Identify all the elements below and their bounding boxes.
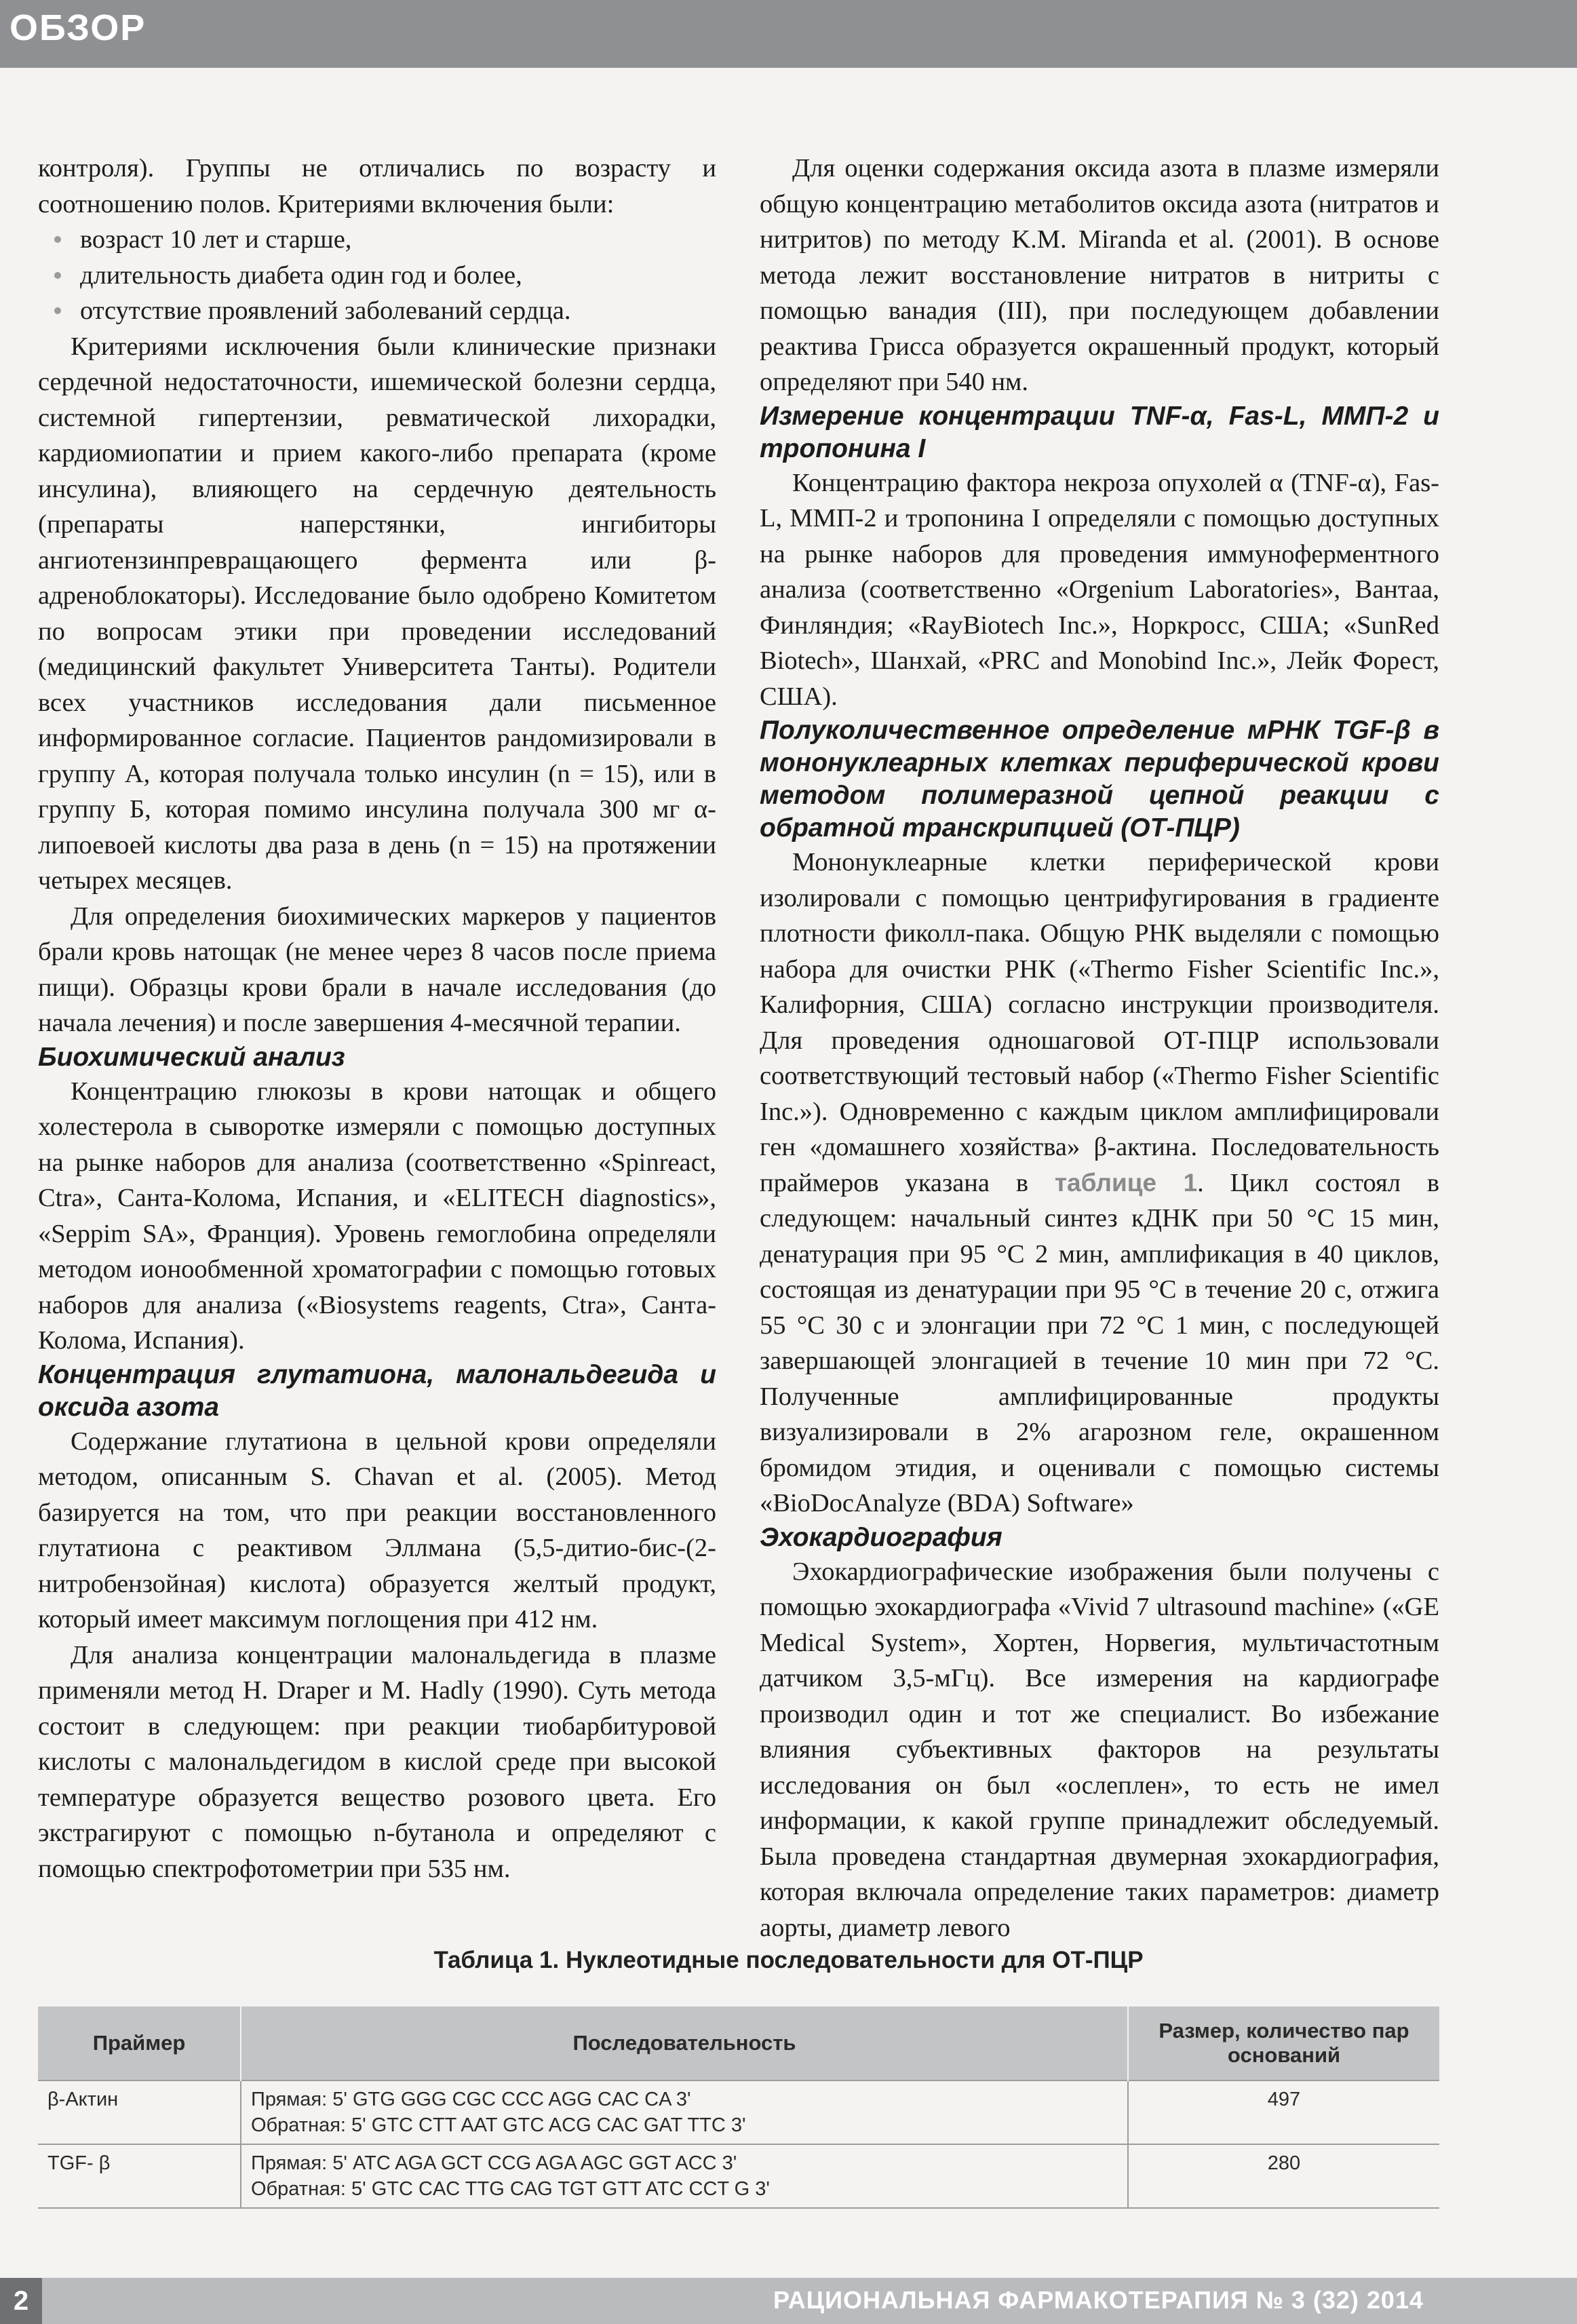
reverse-sequence: Обратная: 5' GTC CAC TTG CAG TGT GTT ATC CCT G 3' — [251, 2178, 770, 2200]
inclusion-criteria-list — [38, 222, 716, 329]
paragraph-glutathione: Содержание глутатиона в цельной крови определяли методом, описанным S. Chavan et al. (2005). Метод базируется на том, что при реакции восстановленного глутатиона с реактивом Эллмана (5,5-дитио-бис-(2-нитробензойная) кислота) образуется желтый продукт, который имеет максимум поглощения при 412 нм. — [38, 1427, 716, 1633]
table-row — [38, 2144, 1439, 2208]
bullet-icon — [54, 272, 61, 279]
paragraph-malondialdehyde: Для анализа концентрации малональдегида в плазме применяли метод H. Draper и M. Hadly (1990). Суть метода состоит в следующем: при реакции тиобарбитуровой кислоты с малональдегидом в кислой среде при высокой температуре образуется вещество розового цвета. Его экстрагируют с помощью n-бутанола и определяют с помощью спектрофотометрии при 535 нм. — [38, 1640, 716, 1883]
section-header-bar — [0, 0, 1577, 68]
paragraph-pcr-part-b: . Цикл состоял в следующем: начальный синтез кДНК при 50 °C 15 мин, денатурация при 95 °C 2 мин, амплификация в 40 циклов, состоящая из денатурации при 95 °C в течение 20 с, отжига 55 °C 30 с и элонгации при 72 °C 1 мин, с последующей завершающей элонгацией в течение 10 мин при 72 °C. Полученные амплифицированные продукты визуализировали в 2% агарозном геле, окрашенном бромидом этидия, и оценивали с помощью системы «BioDocAnalyze (BDA) Software» — [760, 1168, 1439, 1517]
reverse-sequence: Обратная: 5' GTC CTT AAT GTC ACG CAC GAT TTC 3' — [251, 2114, 746, 2136]
paragraph-exclusion: Критериями исключения были клинические признаки сердечной недостаточности, ишемической болезни сердца, системной гипертензии, ревматической лихорадки, кардиомиопатии и прием какого-либо препарата (кроме инсулина), влияющего на сердечную деятельность (препараты наперстянки, ингибиторы ангиотензинпревращающего фермента или β-адреноблокаторы). Исследование было одобрено Комитетом по вопросам этики при проведении исследований (медицинский факультет Университета Танты). Родители всех участников исследования дали письменное информированное согласие. Пациентов рандомизировали в группу А, которая получала только инсулин (n = 15), или в группу Б, которая помимо инсулина получала 300 мг α-липоевоей кислоты два раза в день (n = 15) на протяжении четырех месяцев. — [38, 332, 716, 895]
paragraph-blood-sampling: Для определения биохимических маркеров у пациентов брали кровь натощак (не менее через 8 часов после приема пищи). Образцы крови брали в начале исследования (до начала лечения) и после завершения 4-месячной терапии. — [38, 902, 716, 1037]
right-column — [760, 151, 1439, 1945]
paragraph-echo: Эхокардиографические изображения были получены с помощью эхокардиографа «Vivid 7 ultrasound machine» («GE Medical System», Хортен, Норвегия, мультичастотным датчиком 3,5-мГц). Все измерения на кардиографе производил один и тот же специалист. Во избежание влияния субъективных факторов на результаты исследования он был «ослеплен», то есть не имел информации, к какой группе принадлежит обследуемый. Была проведена стандартная двумерная эхокардиография, которая включала определение таких параметров: диаметр аорты, диаметр левого — [760, 1557, 1439, 1942]
paragraph-tnf: Концентрацию фактора некроза опухолей α (TNF-α), Fas-L, ММП-2 и тропонина I определяли с помощью доступных на рынке наборов для проведения иммуноферментного анализа (соответственно «Orgenium Laboratories», Вантаа, Финляндия; «RayBiotech Inc.», Норкросс, США; «SunRed Biotech», Шанхай, «PRC and Monobind Inc.», Лейк Форест, США). — [760, 468, 1439, 711]
paragraph-biochemical: Концентрацию глюкозы в крови натощак и общего холестерола в сыворотке измеряли с помощью доступных на рынке наборов для анализа (соответственно «Spinreact, Ctra», Санта-Колома, Испания, и «ELITECH diagnostics», «Seppim SA», Франция). Уровень гемоглобина определяли методом ионообменной хроматографии с помощью готовых наборов для анализа («Biosystems reagents, Ctra», Санта-Колома, Испания). — [38, 1077, 716, 1355]
table-header-row — [38, 2007, 1439, 2080]
left-column — [38, 151, 716, 1886]
paragraph-pcr-part-a: Мононуклеарные клетки периферической крови изолировали с помощью центрифугирования в градиенте плотности фиколл-пака. Общую РНК выделяли с помощью набора для очистки РНК («Thermo Fisher Scientific Inc.», Калифорния, США) согласно инструкции производителя. Для проведения одношаговой ОТ-ПЦР использовали соответствующий тестовый набор («Thermo Fisher Scientific Inc.»). Одновременно с каждым циклом амплифицировали ген «домашнего хозяйства» β-актина. Последовательность праймеров указана в — [760, 848, 1439, 1197]
heading-biochemical: Биохимический анализ — [38, 1042, 345, 1072]
bullet-icon — [54, 236, 61, 243]
list-item-text: отсутствие проявлений заболеваний сердца. — [80, 296, 571, 325]
cell-size: 280 — [1128, 2144, 1439, 2208]
paragraph-intro: контроля). Группы не отличались по возрасту и соотношению полов. Критериями включения были: — [38, 154, 716, 218]
list-item — [38, 222, 716, 258]
paragraph-pcr — [760, 845, 1439, 1522]
table-reference-link[interactable]: таблице 1 — [1054, 1168, 1198, 1197]
list-item-text: длительность диабета один год и более, — [80, 260, 522, 290]
heading-tnf: Измерение концентрации TNF-α, Fas-L, ММП-2 и тропонина I — [760, 401, 1439, 463]
list-item — [38, 293, 716, 329]
column-header-sequence: Последовательность — [241, 2007, 1128, 2080]
heading-glutathione: Концентрация глутатиона, малональдегида и оксида азота — [38, 1359, 716, 1422]
cell-primer: β-Актин — [38, 2080, 241, 2144]
cell-primer: TGF- β — [38, 2144, 241, 2208]
list-item — [38, 258, 716, 294]
section-title: ОБЗОР — [9, 7, 147, 48]
primer-table — [38, 2007, 1439, 2209]
cell-sequence — [241, 2144, 1128, 2208]
table-row — [38, 2080, 1439, 2144]
paragraph-nitric-oxide: Для оценки содержания оксида азота в плазме измеряли общую концентрацию метаболитов оксида азота (нитратов и нитритов) по методу K.M. Miranda et al. (2001). В основе метода лежит восстановление нитратов в нитриты с помощью ванадия (III), при последующем добавлении реактива Грисса образуется окрашенный продукт, который определяют при 540 нм. — [760, 154, 1439, 396]
heading-echo: Эхокардиография — [760, 1522, 1002, 1552]
footer-bar — [0, 2278, 1577, 2324]
bullet-icon — [54, 307, 61, 314]
heading-pcr: Полуколичественное определение мРНК TGF-β в мононуклеарных клетках периферической крови методом полимеразной цепной реакции с обратной транскрипцией (ОТ-ПЦР) — [760, 716, 1439, 843]
column-header-size: Размер, количество пар оснований — [1128, 2007, 1439, 2080]
journal-title: РАЦИОНАЛЬНАЯ ФАРМАКОТЕРАПИЯ № 3 (32) 2014 — [773, 2286, 1424, 2314]
page-number: 2 — [0, 2278, 42, 2324]
column-header-primer: Праймер — [38, 2007, 241, 2080]
forward-sequence: Прямая: 5' GTG GGG CGC CCC AGG CAC CA 3' — [251, 2089, 691, 2110]
table-caption: Таблица 1. Нуклеотидные последовательности для ОТ-ПЦР — [433, 1947, 1144, 1973]
cell-sequence — [241, 2080, 1128, 2144]
cell-size: 497 — [1128, 2080, 1439, 2144]
list-item-text: возраст 10 лет и старше, — [80, 225, 352, 254]
forward-sequence: Прямая: 5' ATC AGA GCT CCG AGA AGC GGT ACC 3' — [251, 2152, 737, 2174]
